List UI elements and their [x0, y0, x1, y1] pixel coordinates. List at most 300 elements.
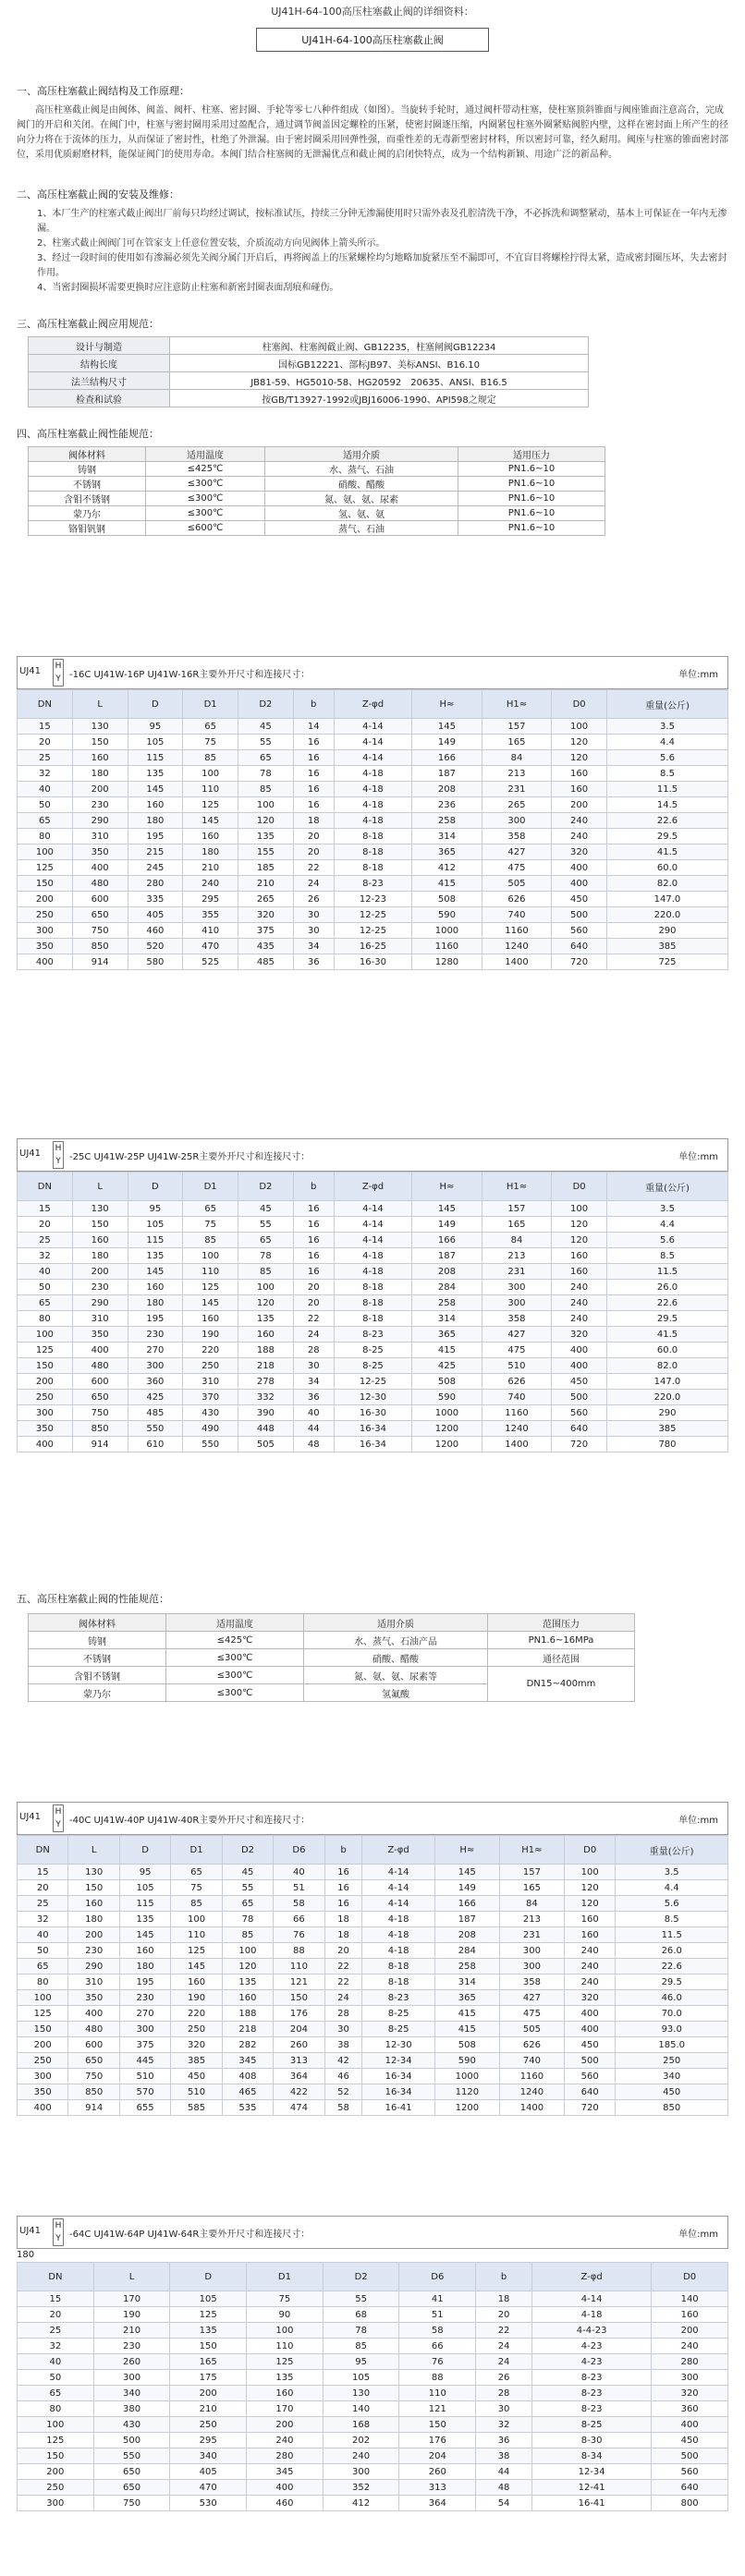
table-cell: 55 — [238, 1217, 294, 1233]
table-cell: 30 — [293, 923, 334, 939]
table-cell: 405 — [170, 2464, 247, 2480]
table-cell: 1400 — [482, 1437, 552, 1452]
table-cell: 125 — [170, 2307, 247, 2323]
table-cell: 105 — [128, 1217, 183, 1233]
table-cell: 铸钢 — [29, 1632, 166, 1649]
table-cell: 18 — [324, 1912, 362, 1927]
table-cell: DN15~400mm — [488, 1667, 635, 1702]
table-cell: 30 — [324, 2022, 362, 2037]
table-cell: 66 — [274, 1912, 324, 1927]
table-cell: 18 — [293, 813, 334, 829]
column-header: D0 — [652, 2263, 728, 2291]
table-cell: 850 — [72, 939, 128, 954]
model-variant-box — [53, 1804, 64, 1832]
table-row — [18, 892, 728, 907]
table-cell: 125 — [247, 2354, 324, 2370]
table-cell: 435 — [238, 939, 294, 954]
table-cell: 1280 — [412, 954, 482, 970]
table-cell: 240 — [552, 1295, 607, 1311]
table-cell: 215 — [128, 844, 183, 860]
table-row — [18, 1343, 728, 1358]
table-cell: 4-14 — [334, 735, 411, 750]
table-cell: ≤425℃ — [166, 1632, 304, 1649]
table-row — [18, 1217, 728, 1233]
table-cell: 65 — [222, 1896, 273, 1912]
table-cell: ≤300℃ — [166, 1684, 304, 1702]
table-title: -25C UJ41W-25P UJ41W-25R主要外开尺寸和连接尺寸： — [69, 1152, 311, 1162]
table-cell: 425 — [128, 1390, 183, 1405]
table-cell: 22 — [293, 1311, 334, 1327]
table-cell: 155 — [238, 844, 294, 860]
table-row — [18, 1374, 728, 1390]
table-cell: 120 — [222, 1959, 273, 1975]
table-cell: 166 — [434, 1896, 499, 1912]
table-cell: 4-18 — [334, 782, 411, 797]
table-cell: 82.0 — [606, 1358, 727, 1374]
table-cell: 8-23 — [531, 2386, 651, 2401]
table-row — [18, 2307, 728, 2323]
table-cell: 240 — [652, 2339, 728, 2354]
table-cell: 4-18 — [362, 1943, 434, 1959]
column-header: L — [72, 1173, 128, 1201]
table-cell: 560 — [552, 1405, 607, 1421]
table-cell: 550 — [93, 2448, 170, 2464]
table-cell: 含钼不锈钢 — [29, 492, 146, 506]
table-cell: 52 — [324, 2084, 362, 2100]
table-cell: 76 — [399, 2354, 476, 2370]
variant-h: H — [55, 1144, 62, 1153]
table-cell: 16 — [324, 1865, 362, 1880]
table-cell: 12-41 — [531, 2480, 651, 2496]
table-row — [18, 2323, 728, 2339]
page-content — [17, 0, 728, 536]
variant-h: H — [55, 1807, 62, 1817]
table-cell: 16 — [293, 1201, 334, 1217]
table-cell: 250 — [18, 2480, 94, 2496]
table-cell: 75 — [247, 2291, 324, 2307]
table-cell: 4-23 — [531, 2354, 651, 2370]
table-cell: 16-34 — [334, 1421, 411, 1437]
table-row — [18, 844, 728, 860]
table-cell: 8-23 — [362, 1990, 434, 2006]
table-cell: 150 — [170, 2339, 247, 2354]
table-cell: 100 — [171, 1912, 222, 1927]
column-header: 重量(公斤) — [616, 1836, 728, 1865]
table-cell: 100 — [552, 1201, 607, 1217]
table-cell: 66 — [399, 2339, 476, 2354]
table-cell: 231 — [499, 1927, 564, 1943]
column-header: H1≈ — [499, 1836, 564, 1865]
table-cell: 300 — [128, 1358, 183, 1374]
table-cell: 580 — [128, 954, 183, 970]
column-header: 重量(公斤) — [606, 1173, 727, 1201]
table-cell: 485 — [238, 954, 294, 970]
table-cell: 22 — [324, 1975, 362, 1990]
table-cell: 400 — [652, 2417, 728, 2433]
table-cell: 5.6 — [606, 1233, 727, 1248]
table-cell: 160 — [119, 1943, 170, 1959]
table-cell: 4-4-23 — [531, 2323, 651, 2339]
table-cell: 465 — [222, 2084, 273, 2100]
table-cell: 740 — [482, 907, 552, 923]
table-cell: 150 — [72, 1217, 128, 1233]
table-cell: 245 — [128, 860, 183, 876]
table-cell: 240 — [564, 1959, 615, 1975]
table-cell: 480 — [72, 876, 128, 892]
table-cell: 65 — [171, 1865, 222, 1880]
table-cell: 725 — [606, 954, 727, 970]
table-cell: 51 — [399, 2307, 476, 2323]
table-cell: 氢氟酸 — [304, 1684, 488, 1702]
table-cell: 480 — [72, 1358, 128, 1374]
table-row — [18, 1327, 728, 1343]
table-row — [29, 462, 605, 477]
table-cell: 650 — [72, 1390, 128, 1405]
table-cell: 4-23 — [531, 2339, 651, 2354]
table-cell: 365 — [434, 1990, 499, 2006]
table-cell: 258 — [412, 1295, 482, 1311]
section-heading-install: 二、高压柱塞截止阀的安装及维修： — [17, 188, 179, 200]
column-header: H1≈ — [482, 1173, 552, 1201]
table-cell: ≤425℃ — [146, 462, 265, 477]
table-cell: 84 — [482, 1233, 552, 1248]
table-cell: ≤300℃ — [146, 492, 265, 506]
table-cell: 115 — [119, 1896, 170, 1912]
table-cell: 385 — [606, 1421, 727, 1437]
table-row — [18, 750, 728, 766]
column-header: D — [119, 1836, 170, 1865]
column-header: D0 — [552, 690, 607, 719]
standard-label: 结构长度 — [29, 355, 170, 372]
table-row — [29, 372, 589, 390]
table-cell: 510 — [119, 2069, 170, 2084]
table-cell: 150 — [274, 1990, 324, 2006]
section-heading-structure: 一、高压柱塞截止阀结构及工作原理： — [17, 85, 189, 97]
table-cell: 110 — [399, 2386, 476, 2401]
column-header: D2 — [238, 1173, 294, 1201]
table-cell: 44 — [293, 1421, 334, 1437]
table-cell: 240 — [552, 1311, 607, 1327]
table-row — [18, 2464, 728, 2480]
structure-paragraph: 高压柱塞截止阀是由阀体、阀盖、阀杆、柱塞、密封圈、手轮等零七八种件组成（如图）。当旋转手轮时，通过阀杆带动柱塞，使柱塞顶斜锥面与阀座锥面注意高合，完成阀门的开启和关闭。在阀门中，柱塞与密封圈用采用过盈配合，通过调节阀盖因定螺栓的压紧，使密封圈逐压缩，内圈紧包柱塞外圈紧贴阀腔内壁，这样在密封面上所产生的径向分力将在于流体的压力，从而保证了密封性，杜绝了外泄漏。由于密封圈采用回弹性强，而重性差的无毒新型密封材料，所以密封可靠，经久耐用。阀座与柱塞的锥面密封部位，采用优质耐磨材料，能保证阀门的使用寿命。本阀门结合柱塞阀的无泄漏优点和截止阀的启闭快特点，成为一个结构新颖、用途广泛的新品种。 — [17, 105, 728, 160]
table-cell: 121 — [274, 1975, 324, 1990]
table-cell: 218 — [222, 2022, 273, 2037]
table-cell: 145 — [171, 1959, 222, 1975]
table-cell: 26 — [476, 2370, 532, 2386]
table-cell: ≤600℃ — [146, 521, 265, 536]
unit-label: 单位:mm — [678, 1816, 718, 1826]
table-cell: 46.0 — [616, 1990, 728, 2006]
table-cell: 110 — [171, 1927, 222, 1943]
section-heading-performance: 四、高压柱塞截止阀性能规范： — [17, 428, 159, 440]
table-cell: 400 — [564, 2022, 615, 2037]
table-row — [18, 2496, 728, 2511]
table-row — [29, 492, 605, 506]
table-row — [18, 2480, 728, 2496]
table-cell: 350 — [68, 1990, 119, 2006]
table-cell: 800 — [652, 2496, 728, 2511]
table-cell: 5.6 — [616, 1896, 728, 1912]
table-cell: 8-25 — [334, 1343, 411, 1358]
table-cell: 32 — [18, 766, 73, 782]
column-header: H≈ — [412, 1173, 482, 1201]
variant-y: Y — [55, 2234, 61, 2243]
table-cell: 58 — [274, 1896, 324, 1912]
table-cell: 18 — [324, 1927, 362, 1943]
table-cell: 120 — [564, 1880, 615, 1896]
standard-value: 柱塞阀、柱塞阀截止阀、GB12235，柱塞闸阀GB12234 — [170, 337, 589, 355]
table-cell: 32 — [18, 1248, 73, 1264]
table-row — [18, 1248, 728, 1264]
column-header: DN — [18, 1173, 73, 1201]
table-cell: 165 — [499, 1880, 564, 1896]
table-cell: 200 — [68, 1927, 119, 1943]
table-cell: 358 — [499, 1975, 564, 1990]
table-cell: 590 — [412, 1390, 482, 1405]
table-row — [18, 1943, 728, 1959]
table-cell: 45 — [238, 719, 294, 735]
table-cell: 176 — [274, 2006, 324, 2022]
table-cell: 626 — [482, 1374, 552, 1390]
table-cell: 185 — [238, 860, 294, 876]
table-cell: 85 — [238, 782, 294, 797]
column-header: b — [293, 1173, 334, 1201]
table-cell: 500 — [564, 2053, 615, 2069]
table-cell: 1160 — [482, 1405, 552, 1421]
table-cell: 400 — [18, 954, 73, 970]
table-cell: 95 — [119, 1865, 170, 1880]
table-cell: 160 — [652, 2307, 728, 2323]
table-row — [29, 390, 589, 407]
table-cell: 200 — [552, 797, 607, 813]
table-cell: 427 — [482, 1327, 552, 1343]
table-cell: 240 — [564, 1975, 615, 1990]
table-cell: 100 — [18, 844, 73, 860]
table-header-row — [18, 1173, 728, 1201]
table-row — [18, 923, 728, 939]
table-cell: 213 — [482, 1248, 552, 1264]
table-cell: 95 — [128, 1201, 183, 1217]
table-cell: 16-34 — [362, 2069, 434, 2084]
table-cell: 135 — [247, 2370, 324, 2386]
table-cell: 160 — [183, 1311, 238, 1327]
table-cell: 50 — [18, 2370, 94, 2386]
table-row — [18, 2433, 728, 2448]
install-item: 2、柱塞式截止阀阀门可在管家支上任意位置安装，介质流动方向见阀体上箭头所示。 — [37, 238, 385, 249]
table-cell: 200 — [18, 2037, 68, 2053]
column-header: L — [68, 1836, 119, 1865]
table-cell: 450 — [552, 892, 607, 907]
column-header: Z-φd — [531, 2263, 651, 2291]
table-cell: 蒙乃尔 — [29, 506, 146, 521]
table-cell: 185.0 — [616, 2037, 728, 2053]
standards-table — [28, 336, 589, 407]
table-cell: 80 — [18, 2401, 94, 2417]
table-cell: 200 — [72, 782, 128, 797]
table-cell: 85 — [238, 1264, 294, 1280]
table-row — [29, 506, 605, 521]
table-cell: 230 — [68, 1943, 119, 1959]
table-cell: 8-25 — [362, 2022, 434, 2037]
table-cell: 145 — [119, 1927, 170, 1943]
table-cell: 76 — [274, 1927, 324, 1943]
table-cell: 448 — [238, 1421, 294, 1437]
table-cell: 180 — [183, 844, 238, 860]
table-cell: 8-25 — [334, 1358, 411, 1374]
table-cell: 914 — [72, 1437, 128, 1452]
table-cell: 24 — [293, 1327, 334, 1343]
table-cell: 850 — [616, 2100, 728, 2116]
table-cell: 120 — [238, 813, 294, 829]
table-cell: 4-14 — [531, 2291, 651, 2307]
table-cell: 通径范围 — [488, 1649, 635, 1667]
table-row — [18, 860, 728, 876]
table-row — [18, 2069, 728, 2084]
table-cell: 1240 — [482, 939, 552, 954]
table-cell: 180 — [72, 766, 128, 782]
table-cell: 20 — [18, 1217, 73, 1233]
table-cell: 40 — [274, 1865, 324, 1880]
table-cell: 20 — [18, 735, 73, 750]
table-cell: 8-18 — [362, 1959, 434, 1975]
table-cell: 530 — [170, 2496, 247, 2511]
table-cell: 600 — [72, 1374, 128, 1390]
table-cell: 110 — [247, 2339, 324, 2354]
table-cell: 385 — [171, 2053, 222, 2069]
table-cell: 166 — [412, 1233, 482, 1248]
table-cell: 260 — [399, 2464, 476, 2480]
table-cell: 4-18 — [334, 1264, 411, 1280]
table-cell: 氮、氨、氨、尿素 — [265, 492, 458, 506]
table-cell: 270 — [128, 1343, 183, 1358]
install-item: 4、当密封圈损坏需要更换时应注意防止柱塞和新密封圈表面刮痕和碰伤。 — [37, 283, 339, 293]
table-cell: 430 — [93, 2417, 170, 2433]
table-cell: 360 — [652, 2401, 728, 2417]
table-cell: 350 — [18, 939, 73, 954]
table-cell: 560 — [652, 2464, 728, 2480]
table-cell: 12-25 — [334, 1374, 411, 1390]
column-header: D6 — [274, 1836, 324, 1865]
table-cell: 125 — [18, 860, 73, 876]
table-cell: 655 — [119, 2100, 170, 2116]
table-cell: 20 — [476, 2307, 532, 2323]
table-cell: 22.6 — [616, 1959, 728, 1975]
table-cell: 51 — [274, 1880, 324, 1896]
table-cell: 314 — [412, 1311, 482, 1327]
table-cell: 80 — [18, 1311, 73, 1327]
table-cell: 310 — [72, 829, 128, 844]
table-cell: 115 — [128, 1233, 183, 1248]
column-header: H≈ — [434, 1836, 499, 1865]
column-header: 适用介质 — [304, 1614, 488, 1632]
table-cell: 180 — [72, 1248, 128, 1264]
table-cell: 105 — [170, 2291, 247, 2307]
table-cell: 450 — [552, 1374, 607, 1390]
table-cell: 65 — [183, 719, 238, 735]
table-cell: 29.5 — [606, 829, 727, 844]
table-cell: 300 — [482, 1295, 552, 1311]
table-cell: 850 — [72, 1421, 128, 1437]
table-cell: 149 — [412, 1217, 482, 1233]
unit-label: 单位:mm — [678, 2230, 718, 2240]
table-cell: 365 — [412, 1327, 482, 1343]
table-row — [29, 355, 589, 372]
table-row — [18, 1358, 728, 1374]
table-cell: 100 — [183, 1248, 238, 1264]
table-cell: 135 — [170, 2323, 247, 2339]
table-cell: 408 — [222, 2069, 273, 2084]
table-cell: 280 — [652, 2354, 728, 2370]
table-cell: 485 — [128, 1405, 183, 1421]
table-cell: 110 — [274, 1959, 324, 1975]
table-cell: 310 — [68, 1975, 119, 1990]
table-cell: 12-30 — [362, 2037, 434, 2053]
table-cell: 200 — [72, 1264, 128, 1280]
table-cell: 44 — [476, 2464, 532, 2480]
table-row — [18, 2417, 728, 2433]
table-row — [18, 1390, 728, 1405]
table-cell: 190 — [171, 1990, 222, 2006]
table-cell: 350 — [18, 2084, 68, 2100]
table-cell: 180 — [119, 1959, 170, 1975]
table-cell: 176 — [399, 2433, 476, 2448]
table-cell: 157 — [482, 1201, 552, 1217]
table-cell: 4-18 — [334, 1248, 411, 1264]
model-prefix: UJ41 — [19, 666, 41, 676]
table-cell: 40 — [18, 1264, 73, 1280]
table-cell: 20 — [18, 1880, 68, 1896]
table-cell: 300 — [323, 2464, 399, 2480]
table-cell: 8-18 — [334, 844, 411, 860]
table-cell: 200 — [18, 2464, 94, 2480]
table-cell: 300 — [652, 2370, 728, 2386]
table-cell: 14 — [293, 719, 334, 735]
table-cell: 蒙乃尔 — [29, 1684, 166, 1702]
table-cell: 20 — [293, 844, 334, 860]
table-row — [18, 939, 728, 954]
table-row — [18, 766, 728, 782]
table-cell: 8-18 — [334, 829, 411, 844]
table-cell: 508 — [412, 892, 482, 907]
table-cell: 20 — [18, 2307, 94, 2323]
dimension-table — [17, 2262, 728, 2511]
table-cell: 16-41 — [362, 2100, 434, 2116]
table-cell: ≤300℃ — [166, 1667, 304, 1684]
table-cell: 4-14 — [334, 719, 411, 735]
table-cell: 780 — [606, 1437, 727, 1452]
model-variant-box — [53, 659, 64, 687]
table-cell: 208 — [412, 1264, 482, 1280]
table-row — [18, 797, 728, 813]
table-cell: 510 — [482, 1358, 552, 1374]
table-cell: 26.0 — [616, 1943, 728, 1959]
table-cell: 626 — [499, 2037, 564, 2053]
table-cell: 120 — [552, 1233, 607, 1248]
table-cell: 105 — [119, 1880, 170, 1896]
table-row — [29, 521, 605, 536]
table-cell: 505 — [482, 876, 552, 892]
table-cell: 铬钼钒钢 — [29, 521, 146, 536]
table-cell: ≤300℃ — [146, 506, 265, 521]
table-cell: 135 — [128, 766, 183, 782]
table-cell: 22 — [476, 2323, 532, 2339]
table-cell: 105 — [128, 735, 183, 750]
table-cell: 8-34 — [531, 2448, 651, 2464]
table-cell: 8-18 — [334, 1280, 411, 1295]
table-cell: 8-23 — [531, 2401, 651, 2417]
table-cell: 110 — [183, 782, 238, 797]
table-cell: 40 — [18, 1927, 68, 1943]
